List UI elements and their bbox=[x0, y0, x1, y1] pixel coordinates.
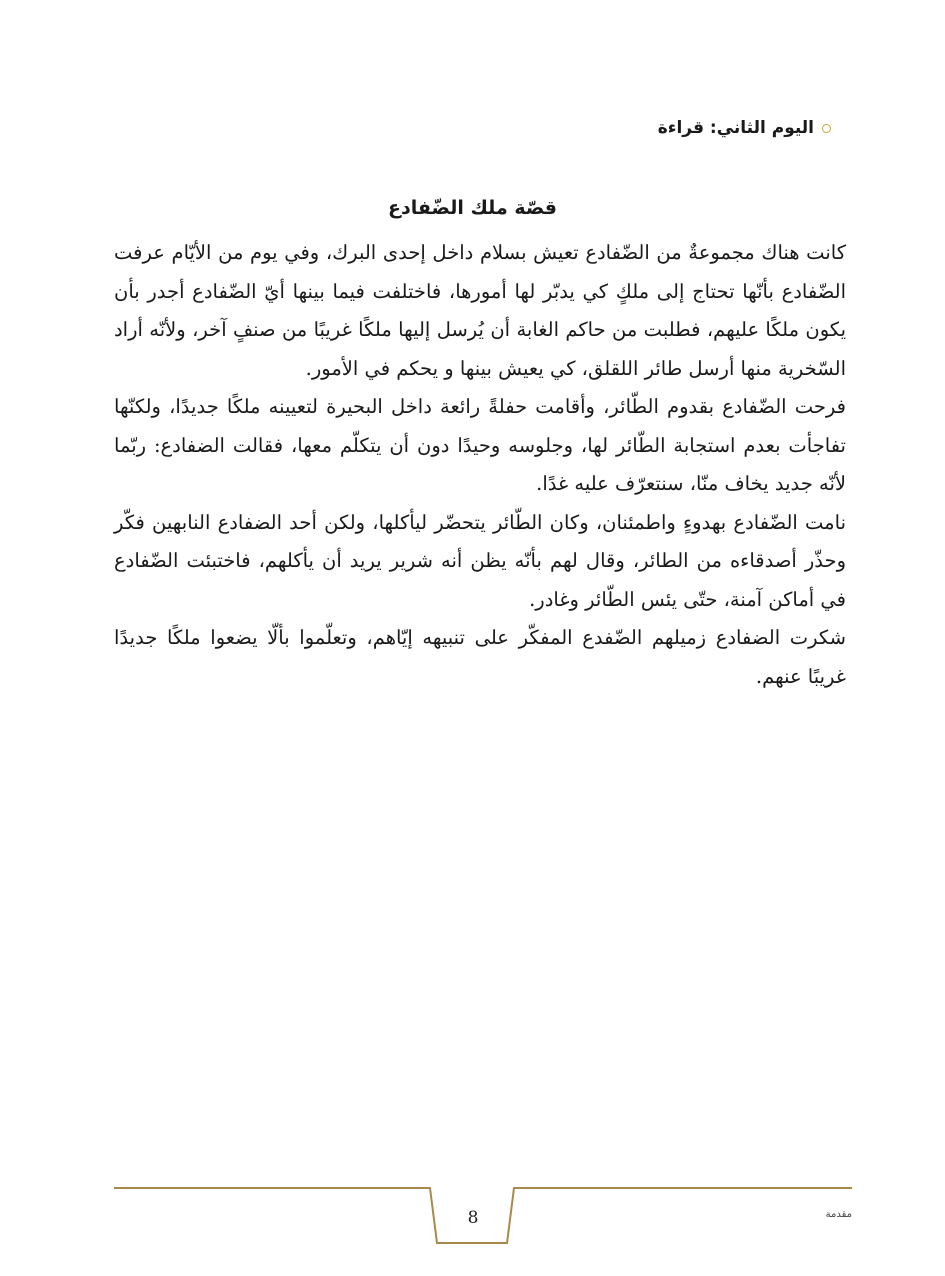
ring-bullet-icon bbox=[822, 124, 831, 133]
story-body bbox=[114, 234, 846, 696]
section-label: اليوم الثاني: قراءة bbox=[657, 118, 814, 138]
story-paragraph: فرحت الضّفادع بقدوم الطّائر، وأقامت حفلةً رائعة داخل البحيرة لتعيينه ملكًا جديدًا، ولكنّها تفاجأت بعدم استجابة الطّائر لها، وجلوسه وحيدًا دون أن يتكلّم معها، فقالت الضفادع: ربّما لأنّه جديد يخاف منّا، سنتعرّف عليه غدًا. bbox=[114, 395, 846, 495]
footer-section-label: مقدمة bbox=[825, 1209, 852, 1220]
story-title: قصّة ملك الضّفادع bbox=[387, 197, 558, 219]
story-paragraph: نامت الضّفادع بهدوءٍ واطمئنان، وكان الطّائر يتحضّر ليأكلها، ولكن أحد الضفادع النابهين فكّر وحذّر أصدقاءه من الطائر، وقال لهم بأنّه يظن أنه شرير يريد أن يأكلهم، فاختبئت الضّفادع في أماكن آمنة، حتّى يئس الطّائر وغادر. bbox=[114, 510, 846, 611]
story-paragraph: كانت هناك مجموعةٌ من الضّفادع تعيش بسلام داخل إحدى البرك، وفي يوم من الأيّام عرفت الضّفادع بأنّها تحتاج إلى ملكٍ كي يدبّر لها أمورها، فاختلفت فيما بينها أيّ الضّفادع أجدر بأن يكون ملكًا عليهم، فطلبت من حاكم الغابة أن يُرسل إليها ملكًا غريبًا من صنفٍ آخر، ولأنّه أراد السّخرية منها أرسل طائر اللقلق، كي يعيش بينها و يحكم في الأمور. bbox=[114, 241, 846, 380]
section-header bbox=[658, 118, 831, 138]
story-paragraph: شكرت الضفادع زميلهم الضّفدع المفكّر على تنبيهه إيّاهم، وتعلّموا بألّا يضعوا ملكًا جديدًا غريبًا عنهم. bbox=[114, 626, 846, 688]
page-number: 8 bbox=[467, 1208, 479, 1228]
